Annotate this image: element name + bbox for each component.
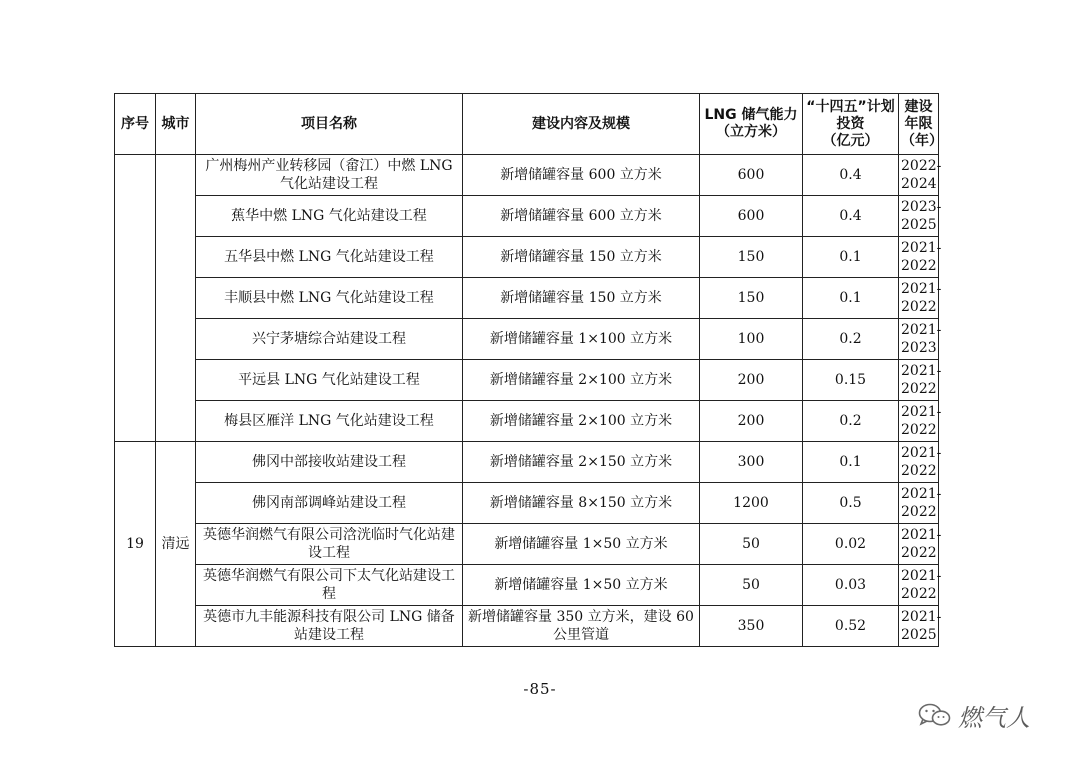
build-content: 新增储罐容量 600 立方米: [463, 196, 700, 237]
investment: 0.03: [803, 565, 899, 606]
period: 2021-2022: [899, 565, 939, 606]
build-content: 新增储罐容量 2×100 立方米: [463, 360, 700, 401]
build-content: 新增储罐容量 1×100 立方米: [463, 319, 700, 360]
build-content: 新增储罐容量 2×100 立方米: [463, 401, 700, 442]
capacity: 600: [700, 196, 803, 237]
period: 2021-2022: [899, 442, 939, 483]
investment: 0.4: [803, 196, 899, 237]
table-row: [115, 155, 939, 196]
table-row: [115, 196, 939, 237]
investment: 0.1: [803, 442, 899, 483]
header-invest-line1: “十四五”计划: [806, 98, 895, 115]
header-name: 项目名称: [196, 94, 463, 155]
table-row: [115, 401, 939, 442]
city-cell-group-prev: [156, 155, 196, 442]
period: 2021-2022: [899, 401, 939, 442]
capacity: 150: [700, 278, 803, 319]
period: 2022-2024: [899, 155, 939, 196]
investment: 0.5: [803, 483, 899, 524]
investment: 0.2: [803, 401, 899, 442]
wechat-icon: [918, 702, 952, 728]
period: 2021-2025: [899, 606, 939, 647]
watermark-text: 燃气人: [958, 703, 1030, 732]
investment: 0.4: [803, 155, 899, 196]
project-name: 蕉华中燃 LNG 气化站建设工程: [196, 196, 463, 237]
watermark: [918, 700, 1030, 730]
seq-cell-group-prev: [115, 155, 156, 442]
investment: 0.52: [803, 606, 899, 647]
header-capacity-line1: LNG 储气能力: [704, 107, 798, 123]
project-name: 平远县 LNG 气化站建设工程: [196, 360, 463, 401]
table-row: [115, 565, 939, 606]
seq-cell: 19: [115, 442, 156, 647]
table-row: [115, 237, 939, 278]
header-invest-line2: 投资: [836, 115, 865, 132]
build-content: 新增储罐容量 8×150 立方米: [463, 483, 700, 524]
header-period: [899, 94, 943, 155]
period: 2021-2022: [899, 278, 939, 319]
investment: 0.02: [803, 524, 899, 565]
build-content: 新增储罐容量 1×50 立方米: [463, 524, 700, 565]
investment: 0.15: [803, 360, 899, 401]
period: 2023-2025: [899, 196, 939, 237]
build-content: 新增储罐容量 1×50 立方米: [463, 565, 700, 606]
table-row: [115, 442, 939, 483]
investment: 0.1: [803, 237, 899, 278]
project-name: 英德市九丰能源科技有限公司 LNG 储备站建设工程: [196, 606, 463, 647]
header-content: 建设内容及规模: [463, 94, 700, 155]
project-name: 佛冈南部调峰站建设工程: [196, 483, 463, 524]
period: 2021-2022: [899, 360, 939, 401]
capacity: 50: [700, 565, 803, 606]
build-content: 新增储罐容量 150 立方米: [463, 237, 700, 278]
build-content: 新增储罐容量 600 立方米: [463, 155, 700, 196]
capacity: 600: [700, 155, 803, 196]
page-number: -85-: [523, 680, 557, 698]
period: 2021-2022: [899, 237, 939, 278]
capacity: 300: [700, 442, 803, 483]
capacity: 50: [700, 524, 803, 565]
capacity: 150: [700, 237, 803, 278]
project-name: 丰顺县中燃 LNG 气化站建设工程: [196, 278, 463, 319]
project-name: 梅县区雁洋 LNG 气化站建设工程: [196, 401, 463, 442]
investment: 0.1: [803, 278, 899, 319]
table-row: [115, 483, 939, 524]
table-row: [115, 606, 939, 647]
table-row: [115, 360, 939, 401]
header-invest: [803, 94, 899, 155]
project-name: 英德华润燃气有限公司下太气化站建设工程: [196, 565, 463, 606]
header-invest-line3: （亿元）: [822, 132, 879, 149]
period: 2021-2023: [899, 319, 939, 360]
header-capacity-line2: （立方米）: [716, 124, 786, 140]
capacity: 200: [700, 401, 803, 442]
table-row: [115, 278, 939, 319]
build-content: 新增储罐容量 150 立方米: [463, 278, 700, 319]
period: 2021-2022: [899, 524, 939, 565]
period: 2021-2022: [899, 483, 939, 524]
header-city: 城市: [156, 94, 196, 155]
header-row: [115, 94, 939, 155]
capacity: 100: [700, 319, 803, 360]
table-row: [115, 524, 939, 565]
header-period-line2: （年）: [901, 132, 943, 149]
capacity: 1200: [700, 483, 803, 524]
header-seq: 序号: [115, 94, 156, 155]
project-name: 五华县中燃 LNG 气化站建设工程: [196, 237, 463, 278]
city-cell: 清远: [156, 442, 196, 647]
project-table: [114, 93, 943, 647]
project-name: 广州梅州产业转移园（畲江）中燃 LNG 气化站建设工程: [196, 155, 463, 196]
capacity: 350: [700, 606, 803, 647]
header-period-line1: 建设年限: [904, 98, 933, 132]
project-name: 兴宁茅塘综合站建设工程: [196, 319, 463, 360]
investment: 0.2: [803, 319, 899, 360]
project-name: 佛冈中部接收站建设工程: [196, 442, 463, 483]
table-row: [115, 319, 939, 360]
build-content: 新增储罐容量 2×150 立方米: [463, 442, 700, 483]
header-capacity: [700, 94, 803, 155]
build-content: 新增储罐容量 350 立方米，建设 60 公里管道: [463, 606, 700, 647]
project-name: 英德华润燃气有限公司浛洸临时气化站建设工程: [196, 524, 463, 565]
capacity: 200: [700, 360, 803, 401]
